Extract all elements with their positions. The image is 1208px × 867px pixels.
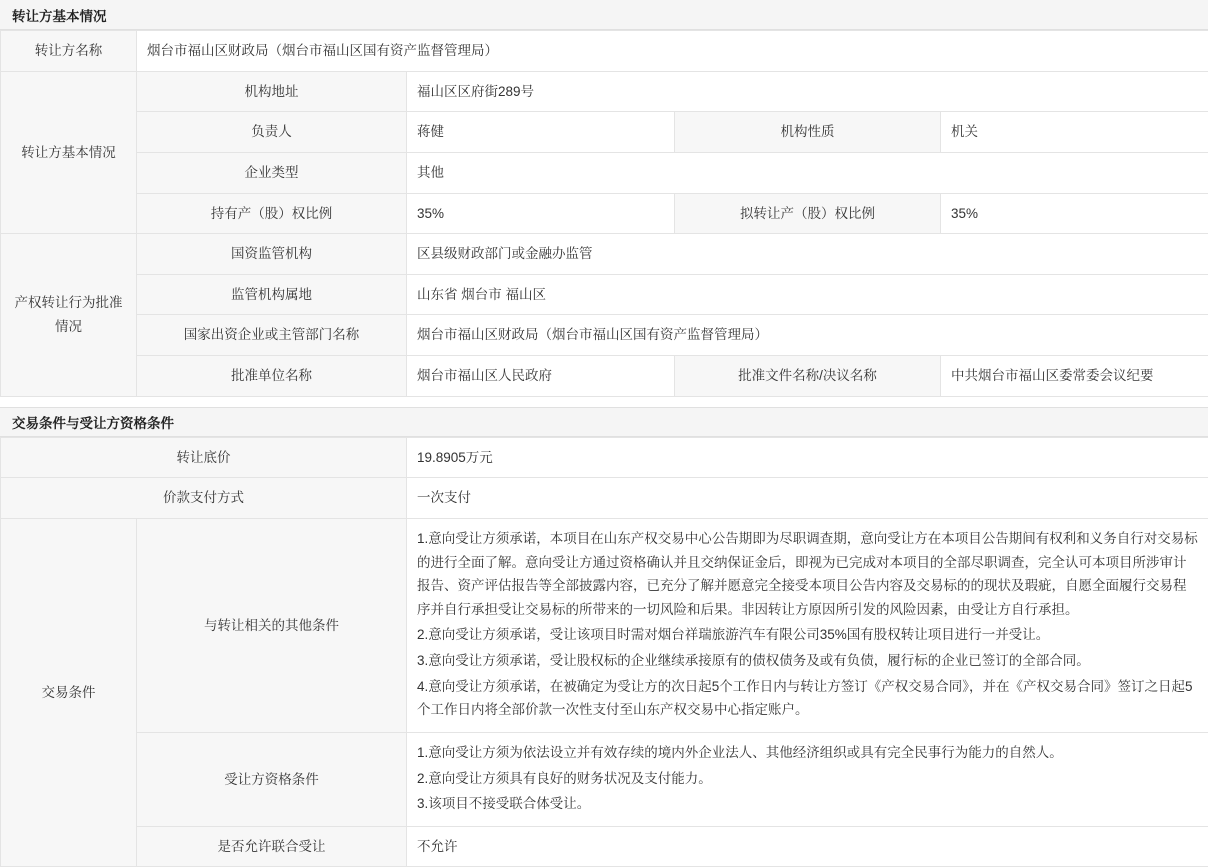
principal-label: 负责人 — [137, 112, 407, 153]
table-row — [1, 826, 1208, 867]
table-row — [1, 274, 1208, 315]
table-row — [1, 31, 1208, 72]
other-conditions-label: 与转让相关的其他条件 — [137, 518, 407, 732]
base-price-value: 19.8905万元 — [407, 437, 1208, 478]
section-title: 转让方基本情况 — [12, 5, 107, 25]
qualification-paragraph: 2.意向受让方须具有良好的财务状况及支付能力。 — [417, 767, 1198, 791]
section-header-trade-conditions — [0, 407, 1208, 437]
section-spacer — [0, 397, 1208, 407]
approval-doc-value: 中共烟台市福山区委常委会议纪要 — [941, 356, 1208, 397]
payment-method-value: 一次支付 — [407, 478, 1208, 519]
sasac-region-value: 山东省 烟台市 福山区 — [407, 274, 1208, 315]
table-row — [1, 356, 1208, 397]
condition-paragraph: 3.意向受让方须承诺，受让股权标的企业继续承接原有的债权债务及或有负债，履行标的企业已签订的全部合同。 — [417, 649, 1198, 673]
state-invested-label: 国家出资企业或主管部门名称 — [137, 315, 407, 356]
table-row — [1, 71, 1208, 112]
table-row — [1, 193, 1208, 234]
payment-method-label: 价款支付方式 — [1, 478, 407, 519]
transferor-basic-table — [0, 30, 1208, 397]
qualification-paragraph: 3.该项目不接受联合体受让。 — [417, 792, 1198, 816]
section-header-transferor-basic — [0, 0, 1208, 30]
approval-unit-value: 烟台市福山区人民政府 — [407, 356, 675, 397]
transferee-qualification-value — [407, 732, 1208, 826]
table-row — [1, 732, 1208, 826]
base-price-label: 转让底价 — [1, 437, 407, 478]
state-invested-value: 烟台市福山区财政局（烟台市福山区国有资产监督管理局） — [407, 315, 1208, 356]
sasac-region-label: 监管机构属地 — [137, 274, 407, 315]
table-row — [1, 518, 1208, 732]
condition-paragraph: 4.意向受让方须承诺，在被确定为受让方的次日起5个工作日内与转让方签订《产权交易合同》，并在《产权交易合同》签订之日起5个工作日内将全部价款一次性支付至山东产权交易中心指定账户。 — [417, 675, 1198, 722]
principal-value: 蒋健 — [407, 112, 675, 153]
approval-doc-label: 批准文件名称/决议名称 — [675, 356, 941, 397]
approval-group-label: 产权转让行为批准情况 — [1, 234, 137, 397]
joint-transfer-label: 是否允许联合受让 — [137, 826, 407, 867]
enterprise-type-label: 企业类型 — [137, 152, 407, 193]
sasac-label: 国资监管机构 — [137, 234, 407, 275]
sasac-value: 区县级财政部门或金融办监管 — [407, 234, 1208, 275]
transferor-name-value: 烟台市福山区财政局（烟台市福山区国有资产监督管理局） — [137, 31, 1208, 72]
trade-conditions-table — [0, 437, 1208, 867]
condition-paragraph: 2.意向受让方须承诺，受让该项目时需对烟台祥瑞旅游汽车有限公司35%国有股权转让项目进行一并受让。 — [417, 623, 1198, 647]
approval-unit-label: 批准单位名称 — [137, 356, 407, 397]
transfer-ratio-value: 35% — [941, 193, 1208, 234]
qualification-paragraph: 1.意向受让方须为依法设立并有效存续的境内外企业法人、其他经济组织或具有完全民事行为能力的自然人。 — [417, 741, 1198, 765]
table-row — [1, 112, 1208, 153]
transfer-ratio-label: 拟转让产（股）权比例 — [675, 193, 941, 234]
transferor-basic-group-label: 转让方基本情况 — [1, 71, 137, 234]
hold-ratio-value: 35% — [407, 193, 675, 234]
other-conditions-value — [407, 518, 1208, 732]
section-title: 交易条件与受让方资格条件 — [12, 412, 174, 432]
table-row — [1, 315, 1208, 356]
table-row — [1, 478, 1208, 519]
trade-condition-group-label: 交易条件 — [1, 518, 137, 867]
transferee-qualification-label: 受让方资格条件 — [137, 732, 407, 826]
org-address-label: 机构地址 — [137, 71, 407, 112]
table-row — [1, 152, 1208, 193]
org-nature-value: 机关 — [941, 112, 1208, 153]
transferor-name-label: 转让方名称 — [1, 31, 137, 72]
org-nature-label: 机构性质 — [675, 112, 941, 153]
org-address-value: 福山区区府街289号 — [407, 71, 1208, 112]
condition-paragraph: 1.意向受让方须承诺，本项目在山东产权交易中心公告期即为尽职调查期，意向受让方在本项目公告期间有权利和义务自行对交易标的进行全面了解。意向受让方通过资格确认并且交纳保证金后，即视为已完成对本项目的全部尽职调查，完全认可本项目所涉审计报告、资产评估报告等全部披露内容，已充分了解并愿意完全接受本项目公告内容及交易标的的现状及瑕疵，自愿全面履行交易程序并自行承担受让交易标的所带来的一切风险和后果。非因转让方原因所引发的风险因素，由受让方自行承担。 — [417, 527, 1198, 622]
table-row — [1, 437, 1208, 478]
enterprise-type-value: 其他 — [407, 152, 1208, 193]
joint-transfer-value: 不允许 — [407, 826, 1208, 867]
hold-ratio-label: 持有产（股）权比例 — [137, 193, 407, 234]
table-row — [1, 234, 1208, 275]
